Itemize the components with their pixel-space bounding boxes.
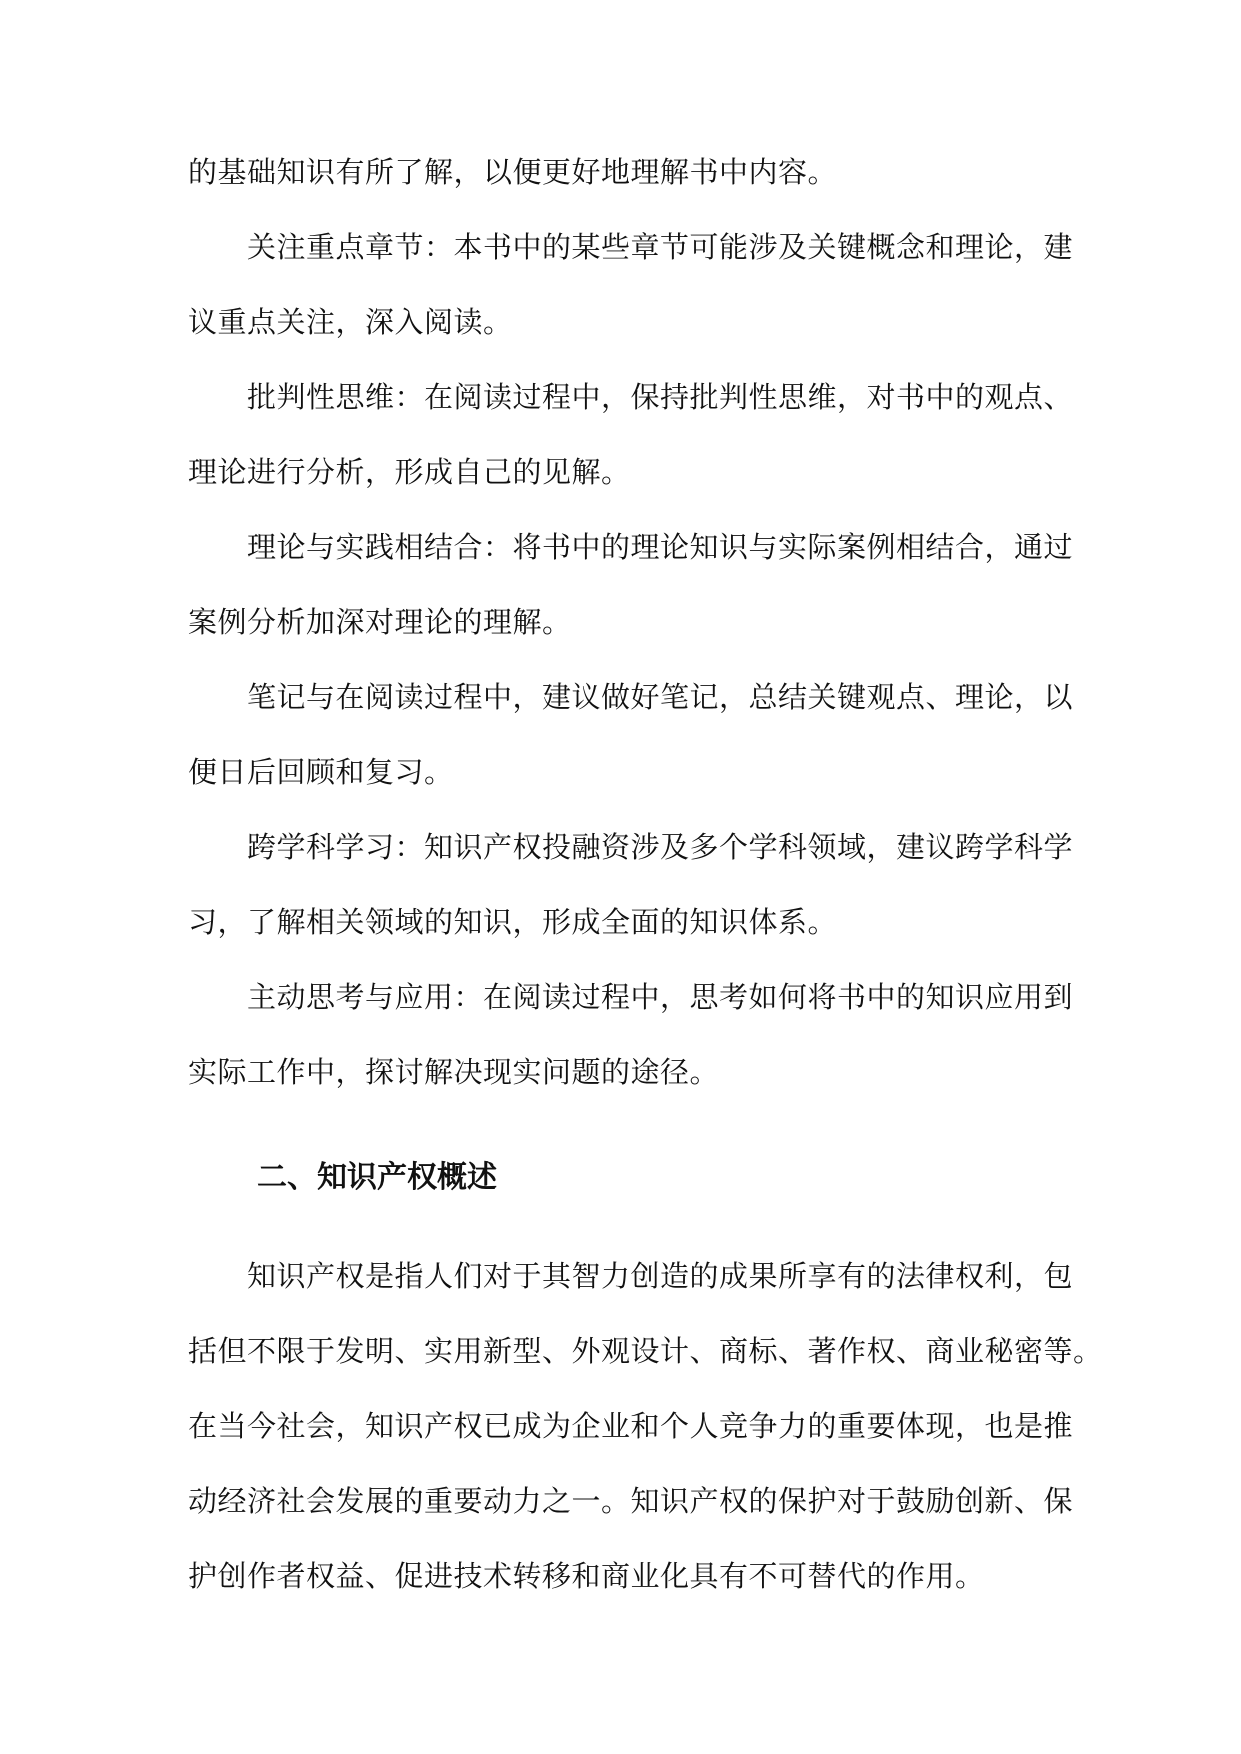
- paragraph-line: 习，了解相关领域的知识，形成全面的知识体系。: [188, 905, 838, 939]
- paragraph-line: 案例分析加深对理论的理解。: [188, 605, 572, 639]
- paragraph-line: 知识产权是指人们对于其智力创造的成果所享有的法律权利，包: [247, 1259, 1074, 1293]
- paragraph-line: 的基础知识有所了解，以便更好地理解书中内容。: [188, 155, 838, 189]
- paragraph-line: 理论与实践相结合：将书中的理论知识与实际案例相结合，通过: [247, 530, 1074, 564]
- paragraph-line: 笔记与在阅读过程中，建议做好笔记，总结关键观点、理论，以: [247, 680, 1074, 714]
- section-heading: 二、知识产权概述: [257, 1160, 497, 1195]
- paragraph-line: 主动思考与应用：在阅读过程中，思考如何将书中的知识应用到: [247, 980, 1074, 1014]
- paragraph-line: 批判性思维：在阅读过程中，保持批判性思维，对书中的观点、: [247, 380, 1074, 414]
- paragraph-line: 括但不限于发明、实用新型、外观设计、商标、著作权、商业秘密等。: [188, 1334, 1103, 1368]
- paragraph-line: 护创作者权益、促进技术转移和商业化具有不可替代的作用。: [188, 1559, 985, 1593]
- paragraph-line: 议重点关注，深入阅读。: [188, 305, 513, 339]
- paragraph-line: 关注重点章节：本书中的某些章节可能涉及关键概念和理论，建: [247, 230, 1074, 264]
- paragraph-line: 理论进行分析，形成自己的见解。: [188, 455, 631, 489]
- paragraph-line: 跨学科学习：知识产权投融资涉及多个学科领域，建议跨学科学: [247, 830, 1074, 864]
- paragraph-line: 便日后回顾和复习。: [188, 755, 454, 789]
- paragraph-line: 在当今社会，知识产权已成为企业和个人竞争力的重要体现，也是推: [188, 1409, 1074, 1443]
- paragraph-line: 动经济社会发展的重要动力之一。知识产权的保护对于鼓励创新、保: [188, 1484, 1074, 1518]
- paragraph-line: 实际工作中，探讨解决现实问题的途径。: [188, 1055, 720, 1089]
